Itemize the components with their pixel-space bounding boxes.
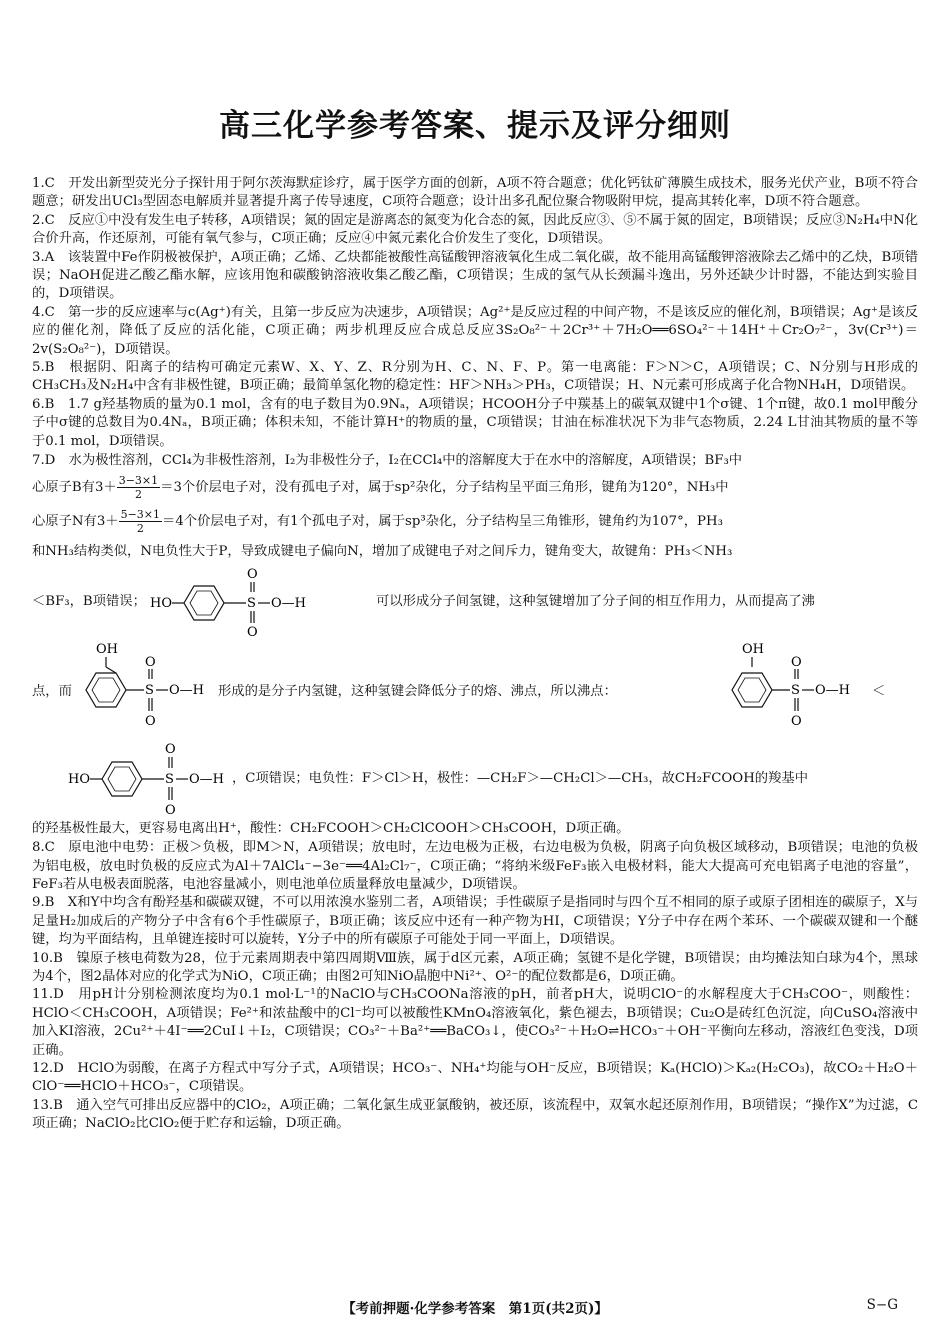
para-hydroxybenzenesulfonic-acid-structure-1 xyxy=(150,565,360,639)
struct-o-bottom: O xyxy=(165,803,176,818)
struct-o-top: O xyxy=(247,567,258,583)
q7-line-1: 7.D 水为极性溶剂，CCl₄为非极性溶剂，I₂为非极性分子，I₂在CCl₄中的溶解度大于在水中的溶解度，A项错误；BF₃中 xyxy=(32,453,743,469)
answer-q7 xyxy=(32,451,918,839)
struct-s-label: S xyxy=(165,772,174,788)
fraction-2-denominator: 2 xyxy=(136,522,144,536)
q7-text-3a: 心原子N有3＋ xyxy=(32,514,119,530)
q7-line-2 xyxy=(32,471,918,505)
fraction-2 xyxy=(119,508,162,535)
fraction-1-numerator: 3−3×1 xyxy=(118,474,159,488)
answer-body xyxy=(32,175,918,1134)
answer-q11: 11.D 用pH计分别检测浓度均为0.1 mol·L⁻¹的NaClO与CH₃COONa溶液的pH，前者pH大，说明ClO⁻的水解程度大于CH₃COO⁻，则酸性：HClO＜CH₃COOH，A项错误；Fe²⁺和浓盐酸中的Cl⁻均可以被酸性KMnO₄溶液氧化，紫色褪去，B项错误；Cu₂O是砖红色沉淀，向CuSO₄溶液中加入KI溶液，2Cu²⁺＋4I⁻══2CuI↓＋I₂，C项错误；CO₃²⁻＋Ba²⁺══BaCO₃↓，使CO₃²⁻＋H₂O⇌HCO₃⁻＋OH⁻平衡向左移动，溶液红色变浅，D项正确。 xyxy=(32,987,918,1058)
paper-code: S−G xyxy=(866,1297,898,1313)
q7-text-6a: 点，而 xyxy=(32,684,72,700)
struct-o-bottom: O xyxy=(247,625,258,640)
answer-q6: 6.B 1.7 g羟基物质的量为0.1 mol，含有的电子数目为0.9Nₐ，A项错误；HCOOH分子中羰基上的碳氧双键中1个σ键、1个π键，故0.1 mol甲酸分子中σ键的总数目为0.4Nₐ，B项正确；体积未知，不能计算H⁺的物质的量，C项错误；甘油在标准状况下为非气态物质，2.24 L甘油其物质的量不等于0.1 mol，D项错误。 xyxy=(32,396,918,449)
q7-text-6c: ＜ xyxy=(872,684,886,700)
struct-o-top: O xyxy=(165,742,176,758)
answer-q2: 2.C 反应①中没有发生电子转移，A项错误；氮的固定是游离态的氮变为化合态的氮，因此反应③、⑤不属于氮的固定，B项错误；反应③N₂H₄中N化合价升高，作还原剂，可能有氧气参与，C项正确；反应④中氮元素化合价发生了变化，D项错误。 xyxy=(32,212,918,247)
q7-text-5a: ＜BF₃，B项错误； xyxy=(32,594,146,610)
q7-line-4: 和NH₃结构类似，N电负性大于P，导致成键电子偏向N，增加了成键电子对之间斥力，键角变大，故键角：PH₃＜NH₃ xyxy=(32,544,733,560)
struct-s-label: S xyxy=(791,683,800,699)
answer-q3: 3.A 该装置中Fe作阴极被保护，A项正确；乙烯、乙炔都能被酸性高锰酸钾溶液氧化生成二氧化碳，故不能用高锰酸钾溶液除去乙烯中的乙炔，B项错误；NaOH促进乙酸乙酯水解，应该用饱和碳酸钠溶液收集乙酸乙酯，C项错误；生成的氢气从长颈漏斗逸出，另外还缺少计时器，不能达到实验目的，D项错误。 xyxy=(32,249,918,302)
q7-text-3b: ＝4个价层电子对，有1个孤电子对，属于sp³杂化，分子结构呈三角锥形，键角约为107°，PH₃ xyxy=(162,514,723,530)
answer-q13: 13.B 通入空气可排出反应器中的ClO₂，A项正确；二氧化氯生成亚氯酸钠，被还原，该流程中，双氧水起还原剂作用，B项错误；“操作X”为过滤，C项正确；NaClO₂比ClO₂便于贮存和运输，D项正确。 xyxy=(32,1097,918,1132)
struct-oh-top: OH xyxy=(96,642,118,658)
q7-line-6 xyxy=(32,639,918,735)
q7-line-8: 的羟基极性最大，更容易电离出H⁺，酸性：CH₂FCOOH＞CH₂ClCOOH＞CH₃COOH，D项正确。 xyxy=(32,821,630,837)
q7-text-2a: 心原子B有3＋ xyxy=(32,480,117,496)
struct-oh-tail: O—H xyxy=(189,772,224,788)
q7-text-6b: 形成的是分子内氢键，这种氢键会降低分子的熔、沸点，所以沸点： xyxy=(218,684,617,700)
answer-q12: 12.D HClO为弱酸，在离子方程式中写分子式，A项错误；HCO₃⁻、NH₄⁺均能与OH⁻反应，B项错误；Kₐ(HClO)＞Kₐ₂(H₂CO₃)，故CO₂＋H₂O＋ClO⁻══HClO＋HCO₃⁻，C项错误。 xyxy=(32,1060,918,1095)
struct-oh-top: OH xyxy=(742,642,764,658)
answer-q9: 9.B X和Y中均含有酚羟基和碳碳双键，不可以用浓溴水鉴别二者，A项错误；手性碳原子是指同时与四个互不相同的原子或原子团相连的碳原子，X与足量H₂加成后的产物分子中含有6个手性碳原子，B项正确；该反应中还有一种产物为HI，C项错误；Y分子中存在两个苯环、一个碳碳双键和一个醚键，均为平面结构，且单键连接时可以旋转，Y分子中的所有碳原子可能处于同一平面上，D项错误。 xyxy=(32,895,918,948)
page-title: 高三化学参考答案、提示及评分细则 xyxy=(219,108,731,144)
q7-text-5b: 可以形成分子间氢键，这种氢键增加了分子间的相互作用力，从而提高了沸 xyxy=(376,594,815,610)
answer-q10: 10.B 镍原子核电荷数为28，位于元素周期表中第四周期Ⅷ族，属于d区元素，A项正确；氢键不是化学键，B项错误；由均摊法知白球为4个，黑球为4个，图2晶体对应的化学式为NiO，C项正确；由图2可知NiO晶胞中Ni²⁺、O²⁻的配位数都是6，D项正确。 xyxy=(32,950,918,984)
fraction-2-numerator: 5−3×1 xyxy=(120,508,161,522)
struct-oh-tail: O—H xyxy=(169,683,204,699)
struct-o-top: O xyxy=(791,655,802,671)
struct-oh-tail: O—H xyxy=(815,683,850,699)
ortho-hydroxybenzenesulfonic-acid-structure-2 xyxy=(722,639,862,735)
answer-q8: 8.C 原电池中电势：正极＞负极，即M＞N，A项错误；放电时，左边电极为正极，右边电极为负极，阴离子向负极区域移动，B项错误；电池的负极为铝电极，放电时负极的反应式为Al＋7AlCl₄⁻−3e⁻══4Al₂Cl₇⁻，C项正确；“将纳米级FeF₃嵌入电极材料，能大大提高可充电铝离子电池的容量”，FeF₃若从电极表面脱落，电池容量减小，则电池单位质量释放电量减少，D项错误。 xyxy=(32,840,918,892)
q7-line-3 xyxy=(32,505,918,539)
answer-q4: 4.C 第一步的反应速率与c(Ag⁺)有关，且第一步反应为决速步，A项错误；Ag²⁺是反应过程的中间产物，不是该反应的催化剂，B项错误；Ag⁺是该反应的催化剂，降低了反应的活化能，C项正确；两步机理反应合成总反应3S₂O₈²⁻＋2Cr³⁺＋7H₂O══6SO₄²⁻＋14H⁺＋Cr₂O₇²⁻，3v(Cr³⁺)＝2v(S₂O₈²⁻)，D项错误。 xyxy=(32,304,918,357)
answer-q5: 5.B 根据阴、阳离子的结构可确定元素W、X、Y、Z、R分别为H、C、N、F、P。第一电离能：F＞N＞C，A项错误；C、N分别与H形成的CH₃CH₃及N₂H₄中含有非极性键，B项正确；最简单氢化物的稳定性：HF＞NH₃＞PH₃，C项错误；H、N元素可形成离子化合物NH₄H，D项错误。 xyxy=(32,360,918,394)
ortho-hydroxybenzenesulfonic-acid-structure-1 xyxy=(76,639,216,735)
struct-o-top: O xyxy=(145,655,156,671)
fraction-1-denominator: 2 xyxy=(134,488,142,502)
q7-text-7b: ，C项错误；电负性：F＞Cl＞H，极性：—CH₂F＞—CH₂Cl＞—CH₃，故CH₂FCOOH的羧基中 xyxy=(232,771,808,787)
struct-o-bottom: O xyxy=(791,714,802,730)
struct-ho-label: HO xyxy=(150,596,172,612)
struct-s-label: S xyxy=(145,683,154,699)
q7-line-7 xyxy=(32,735,918,819)
struct-o-bottom: O xyxy=(145,714,156,730)
struct-oh-tail: O—H xyxy=(271,596,306,612)
q7-line-5 xyxy=(32,565,918,639)
answer-q1: 1.C 开发出新型荧光分子探针用于阿尔茨海默症诊疗，属于医学方面的创新，A项不符合题意；优化钙钛矿薄膜生成技术，服务光伏产业，B项不符合题意；研发出UCl₃型固态电解质并显著提升离子传导速度，C项符合题意；设计出多孔配位聚合物吸附甲烷，提高其转化率，D项不符合题意。 xyxy=(32,176,918,210)
page-footer: 【考前押题·化学参考答案 第1页(共2页)】 xyxy=(342,1301,608,1317)
struct-ho-label: HO xyxy=(68,772,90,788)
q7-text-2b: ＝3个价层电子对，没有孤电子对，属于sp²杂化，分子结构呈平面三角形，键角为120°，NH₃中 xyxy=(160,480,729,496)
fraction-1 xyxy=(117,474,160,501)
struct-s-label: S xyxy=(247,596,256,612)
